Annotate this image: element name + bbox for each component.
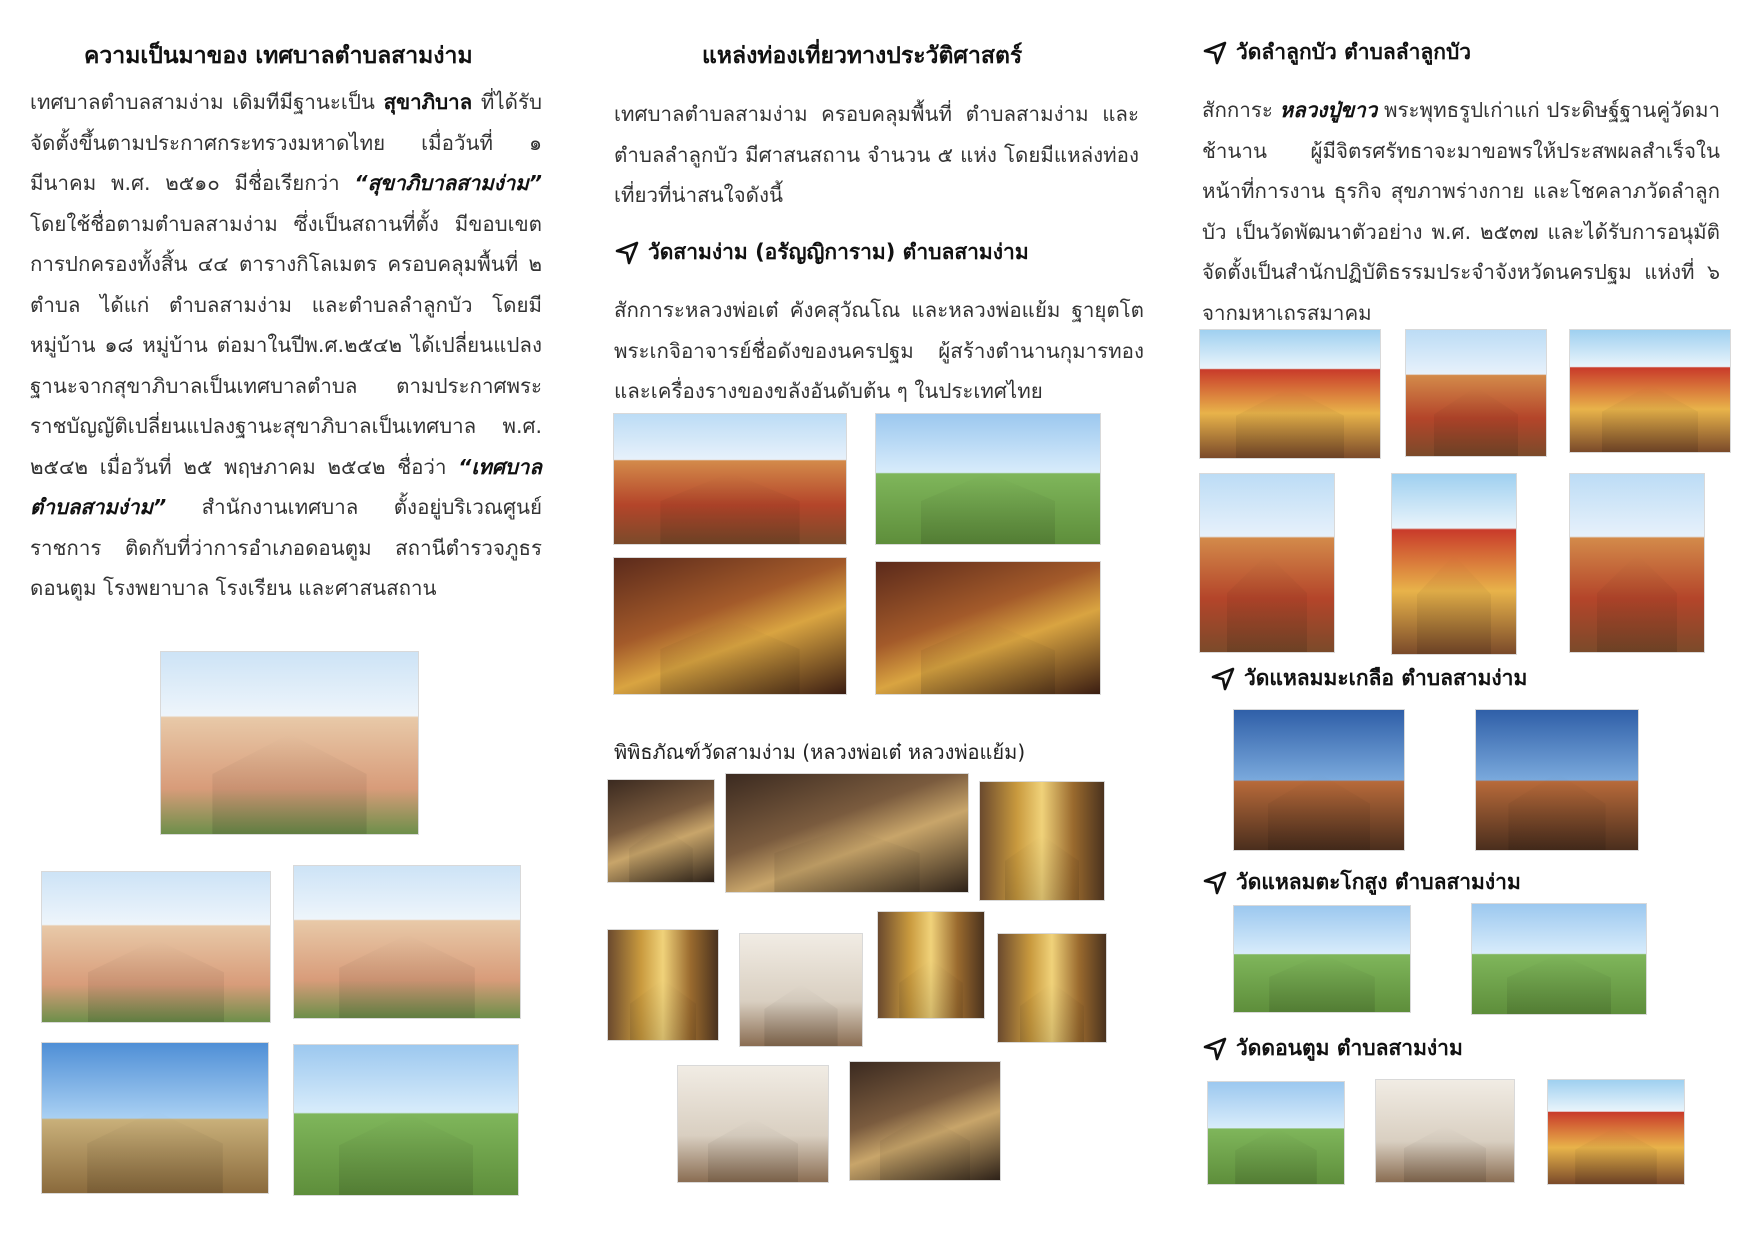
history-column [0, 0, 580, 1241]
wat-lam-luk-bua-heading-text: วัดลำลูกบัว ตำบลลำลูกบัว [1236, 40, 1472, 64]
wat-don-tum-heading-text: วัดดอนตูม ตำบลสามง่าม [1236, 1036, 1463, 1060]
wat-laem-tako-sung-photo-1 [1234, 906, 1410, 1012]
wat-don-tum-photo-3 [1548, 1080, 1684, 1184]
wat-lam-luk-bua-gate-photo [1200, 330, 1380, 458]
arrow-pointer-icon [1202, 40, 1228, 66]
arrow-pointer-icon [1210, 666, 1236, 692]
old-photographs-photo [850, 1062, 1000, 1180]
wat-don-tum-photo-2 [1376, 1080, 1514, 1182]
wat-lam-luk-bua-paragraph-run-0: สักการะ [1202, 98, 1280, 122]
figurines-photo [878, 912, 984, 1018]
history-title: ความเป็นมาของ เทศบาลตำบลสามง่าม [84, 43, 473, 69]
temples-column [1190, 0, 1750, 1241]
amulet-shelf-photo [608, 930, 718, 1040]
municipal-office-photo [161, 652, 418, 834]
museum-display-photo [726, 774, 968, 892]
history-paragraph-run-3: “สุขาภิบาลสามง่าม” [354, 171, 542, 195]
wat-lam-luk-bua-paragraph [1202, 90, 1720, 333]
wat-sam-ngam-heading [614, 236, 1029, 269]
wat-sam-ngam-temple-photo [614, 414, 846, 544]
wat-laem-makluea-photo-2 [1476, 710, 1638, 850]
wat-lam-luk-bua-paragraph-run-1: หลวงปู่ขาว [1279, 98, 1378, 122]
wat-sam-ngam-heading-text: วัดสามง่าม (อรัญญิการาม) ตำบลสามง่าม [648, 240, 1029, 264]
museum-caption: พิพิธภัณฑ์วัดสามง่าม (หลวงพ่อเต๋ หลวงพ่อแย้ม) [614, 740, 1026, 764]
history-paragraph-run-4: โดยใช้ชื่อตามตำบลสามง่าม ซึ่งเป็นสถานที่ตั้ง มีขอบเขตการปกครองทั้งสิ้น ๔๔ ตารางกิโลเมตร ครอบคลุมพื้นที่ ๒ ตำบล ได้แก่ ตำบลสามง่าม และตำบลลำลูกบัว โดยมีหมู่บ้าน ๑๘ หมู่บ้าน ต่อมาในปีพ.ศ.๒๕๔๒ ได้เปลี่ยนแปลงฐานะจากสุขาภิบาลเป็นเทศบาลตำบล ตามประกาศพระราชบัญญัติเปลี่ยนแปลงฐานะสุขาภิบาลเป็นเทศบาล พ.ศ. ๒๕๔๒ เมื่อวันที่ ๒๕ พฤษภาคม ๒๕๔๒ ชื่อว่า [30, 211, 542, 479]
golden-statue-photo [876, 414, 1100, 544]
museum-entrance-photo [608, 780, 714, 882]
wat-sam-ngam-paragraph: สักการะหลวงพ่อเต๋ คังคสุวัณโณ และหลวงพ่อแย้ม ฐายุตโตพระเกจิอาจารย์ชื่อดังของนครปฐม ผู้สร้างตำนานกุมารทองและเครื่องรางของขลังอันดับต้น ๆ ในประเทศไทย [614, 298, 1144, 403]
wat-laem-tako-sung-heading-text: วัดแหลมตะโกสูง ตำบลสามง่าม [1236, 870, 1521, 894]
wat-laem-tako-sung-photo-2 [1472, 904, 1646, 1014]
museum-hall-photo [740, 934, 862, 1046]
kuman-thong-photo [998, 934, 1106, 1042]
history-paragraph-run-2: ที่ได้รับจัดตั้งขึ้นตามประกาศกระทรวงมหาดไทย เมื่อวันที่ ๑ มีนาคม พ.ศ. ๒๕๑๐ มีชื่อเรียกว่า [30, 90, 542, 195]
history-paragraph-run-6: สำนักงานเทศบาล ตั้งอยู่บริเวณศูนย์ราชการ ติดกับที่ว่าการอำเภอดอนตูม สถานีตำรวจภูธรดอนตูม โรงพยาบาล โรงเรียน และศาสนสถาน [30, 495, 542, 600]
wat-don-tum-heading [1202, 1032, 1463, 1065]
wat-lam-luk-bua-heading [1202, 36, 1471, 69]
history-paragraph-run-1: สุขาภิบาล [383, 90, 473, 114]
hospital-photo [294, 1045, 518, 1195]
district-office-photo [294, 866, 520, 1018]
wat-laem-tako-sung-heading [1202, 866, 1521, 899]
wat-laem-makluea-photo-1 [1234, 710, 1404, 850]
wat-lam-luk-bua-paragraph-run-2: พระพุทธรูปเก่าแก่ ประดิษฐ์ฐานคู่วัดมาช้านาน ผู้มีจิตรศรัทธาจะมาขอพรให้ประสพผลสำเร็จในหน้าที่การงาน ธุรกิจ สุขภาพร่างกาย และโชคลาภวัดลำลูกบัว เป็นวัดพัฒนาตัวอย่าง พ.ศ. ๒๕๓๗ และได้รับการอนุมัติจัดตั้งเป็นสำนักปฏิบัติธรรมประจำจังหวัดนครปฐม แห่งที่ ๖ จากมหาเถรสมาคม [1202, 98, 1720, 325]
shrine-interior-photo [614, 558, 846, 694]
temple-spire-photo [1200, 474, 1334, 652]
history-paragraph-run-5: “เทศบาลตำบลสามง่าม” [30, 454, 542, 519]
temple-roof-photo [1570, 330, 1730, 452]
arrow-pointer-icon [614, 240, 640, 266]
attractions-column [600, 0, 1160, 1241]
arrow-pointer-icon [1202, 870, 1228, 896]
temple-pavilion-photo [1570, 474, 1704, 652]
ordination-hall-photo [1406, 330, 1546, 456]
wat-laem-makluea-heading-text: วัดแหลมมะเกลือ ตำบลสามง่าม [1244, 666, 1528, 690]
wat-laem-makluea-heading [1210, 662, 1527, 695]
buddha-statues-photo [980, 782, 1104, 900]
historic-monks-photo [678, 1066, 828, 1182]
arrow-pointer-icon [1202, 1036, 1228, 1062]
wat-don-tum-photo-1 [1208, 1082, 1344, 1184]
history-paragraph-run-0: เทศบาลตำบลสามง่าม เดิมทีมีฐานะเป็น [30, 90, 384, 114]
shrine-altar-photo [1392, 474, 1516, 654]
attractions-title: แหล่งท่องเที่ยวทางประวัติศาสตร์ [702, 43, 1023, 69]
police-station-photo [42, 1043, 268, 1193]
history-paragraph [30, 82, 542, 609]
government-building-photo [42, 872, 270, 1022]
attractions-intro: เทศบาลตำบลสามง่าม ครอบคลุมพื้นที่ ตำบลสามง่าม และตำบลลำลูกบัว มีศาสนสถาน จำนวน ๕ แห่ง โดยมีแหล่งท่องเที่ยวที่น่าสนใจดังนี้ [614, 102, 1139, 207]
monk-statue-photo [876, 562, 1100, 694]
